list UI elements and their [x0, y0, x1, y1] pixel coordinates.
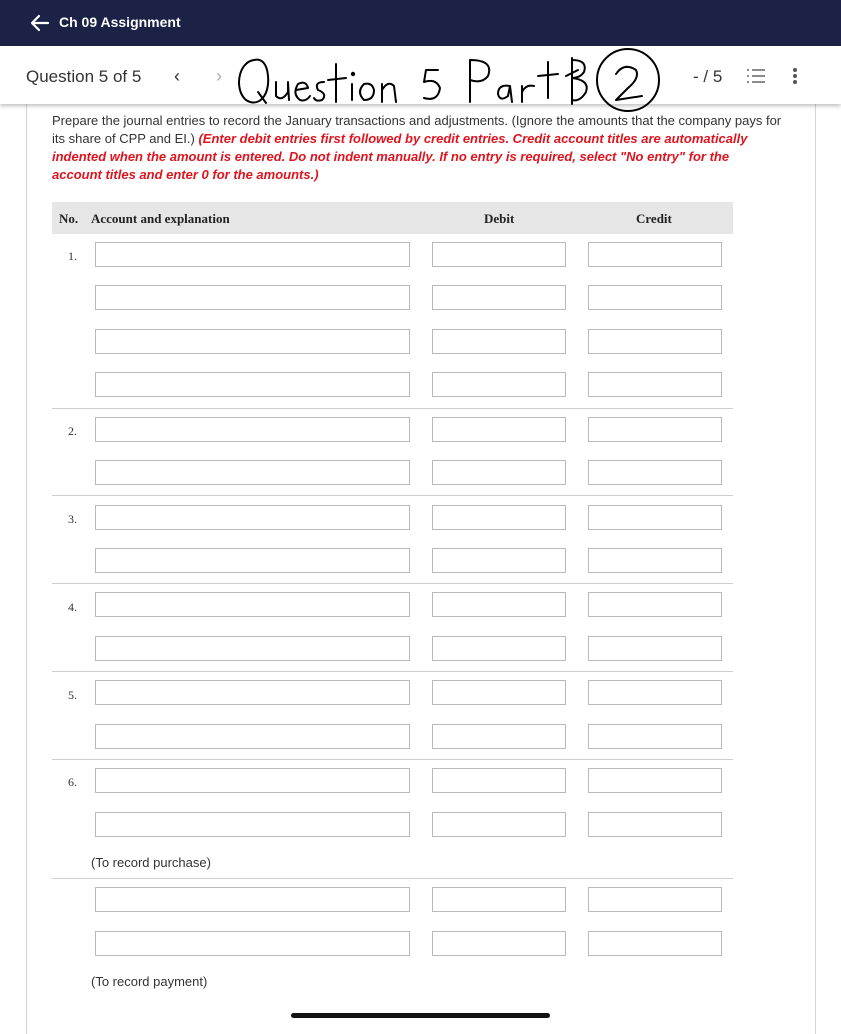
- credit-input[interactable]: [588, 505, 722, 530]
- credit-input[interactable]: [588, 931, 722, 956]
- entry-divider: [52, 671, 733, 672]
- account-input[interactable]: [95, 417, 410, 442]
- credit-input[interactable]: [588, 372, 722, 397]
- entry-divider: [52, 408, 733, 409]
- header-debit: Debit: [484, 211, 515, 226]
- credit-input[interactable]: [588, 680, 722, 705]
- back-arrow-icon[interactable]: [30, 14, 50, 32]
- entry-explanation: (To record purchase): [91, 855, 211, 870]
- account-input[interactable]: [95, 329, 410, 354]
- debit-input[interactable]: [432, 812, 566, 837]
- entry-number: 2.: [68, 424, 77, 438]
- credit-input[interactable]: [588, 548, 722, 573]
- account-input[interactable]: [95, 724, 410, 749]
- entry-divider: [52, 495, 733, 496]
- instructions-text: Prepare the journal entries to record the January transactions and adjustments. (Ignore the amounts that the company pays for its share of CPP and EI.): [52, 113, 782, 146]
- debit-input[interactable]: [432, 592, 566, 617]
- account-input[interactable]: [95, 548, 410, 573]
- account-input[interactable]: [95, 505, 410, 530]
- credit-input[interactable]: [588, 636, 722, 661]
- debit-input[interactable]: [432, 724, 566, 749]
- question-counter: Question 5 of 5: [26, 67, 142, 86]
- entry-explanation: (To record payment): [91, 974, 208, 989]
- credit-input[interactable]: [588, 768, 722, 793]
- account-input[interactable]: [95, 812, 410, 837]
- credit-input[interactable]: [588, 724, 722, 749]
- credit-input[interactable]: [588, 417, 722, 442]
- credit-input[interactable]: [588, 592, 722, 617]
- header-account: Account and explanation: [91, 211, 230, 226]
- account-input[interactable]: [95, 285, 410, 310]
- top-app-bar: [0, 0, 841, 46]
- entry-number: 6.: [68, 775, 77, 789]
- account-input[interactable]: [95, 372, 410, 397]
- account-input[interactable]: [95, 887, 410, 912]
- account-input[interactable]: [95, 242, 410, 267]
- credit-input[interactable]: [588, 812, 722, 837]
- home-indicator: [291, 1013, 550, 1018]
- handwritten-annotation: [232, 46, 672, 112]
- header-credit: Credit: [636, 211, 672, 226]
- entry-number: 1.: [68, 249, 77, 263]
- entry-number: 3.: [68, 512, 77, 526]
- assignment-title: Ch 09 Assignment: [59, 14, 181, 30]
- debit-input[interactable]: [432, 768, 566, 793]
- question-list-icon[interactable]: [746, 67, 766, 85]
- account-input[interactable]: [95, 768, 410, 793]
- debit-input[interactable]: [432, 636, 566, 661]
- question-nav-bar: [0, 46, 841, 104]
- debit-input[interactable]: [432, 548, 566, 573]
- debit-input[interactable]: [432, 680, 566, 705]
- account-input[interactable]: [95, 460, 410, 485]
- debit-input[interactable]: [432, 505, 566, 530]
- score-display: - / 5: [693, 67, 723, 86]
- instructions-note: (Enter debit entries first followed by credit entries. Credit account titles are automatically indented when the amount is entered. Do not indent manually. If no entry is required, select "No entry" for the account titles and enter 0 for the amounts.): [52, 131, 748, 182]
- credit-input[interactable]: [588, 460, 722, 485]
- account-input[interactable]: [95, 931, 410, 956]
- entry-divider: [52, 759, 733, 760]
- entry-number: 5.: [68, 688, 77, 702]
- credit-input[interactable]: [588, 285, 722, 310]
- account-input[interactable]: [95, 636, 410, 661]
- debit-input[interactable]: [432, 887, 566, 912]
- debit-input[interactable]: [432, 285, 566, 310]
- more-options-icon[interactable]: [789, 66, 801, 86]
- debit-input[interactable]: [432, 329, 566, 354]
- header-no: No.: [59, 211, 79, 226]
- credit-input[interactable]: [588, 329, 722, 354]
- previous-question-icon[interactable]: ‹: [174, 66, 180, 86]
- next-question-icon[interactable]: ›: [216, 66, 222, 86]
- debit-input[interactable]: [432, 417, 566, 442]
- journal-table-header: [52, 202, 733, 234]
- debit-input[interactable]: [432, 242, 566, 267]
- debit-input[interactable]: [432, 931, 566, 956]
- debit-input[interactable]: [432, 460, 566, 485]
- debit-input[interactable]: [432, 372, 566, 397]
- entry-divider: [52, 878, 733, 879]
- entry-number: 4.: [68, 600, 77, 614]
- entry-divider: [52, 583, 733, 584]
- question-instructions: [52, 112, 782, 184]
- account-input[interactable]: [95, 592, 410, 617]
- credit-input[interactable]: [588, 887, 722, 912]
- account-input[interactable]: [95, 680, 410, 705]
- credit-input[interactable]: [588, 242, 722, 267]
